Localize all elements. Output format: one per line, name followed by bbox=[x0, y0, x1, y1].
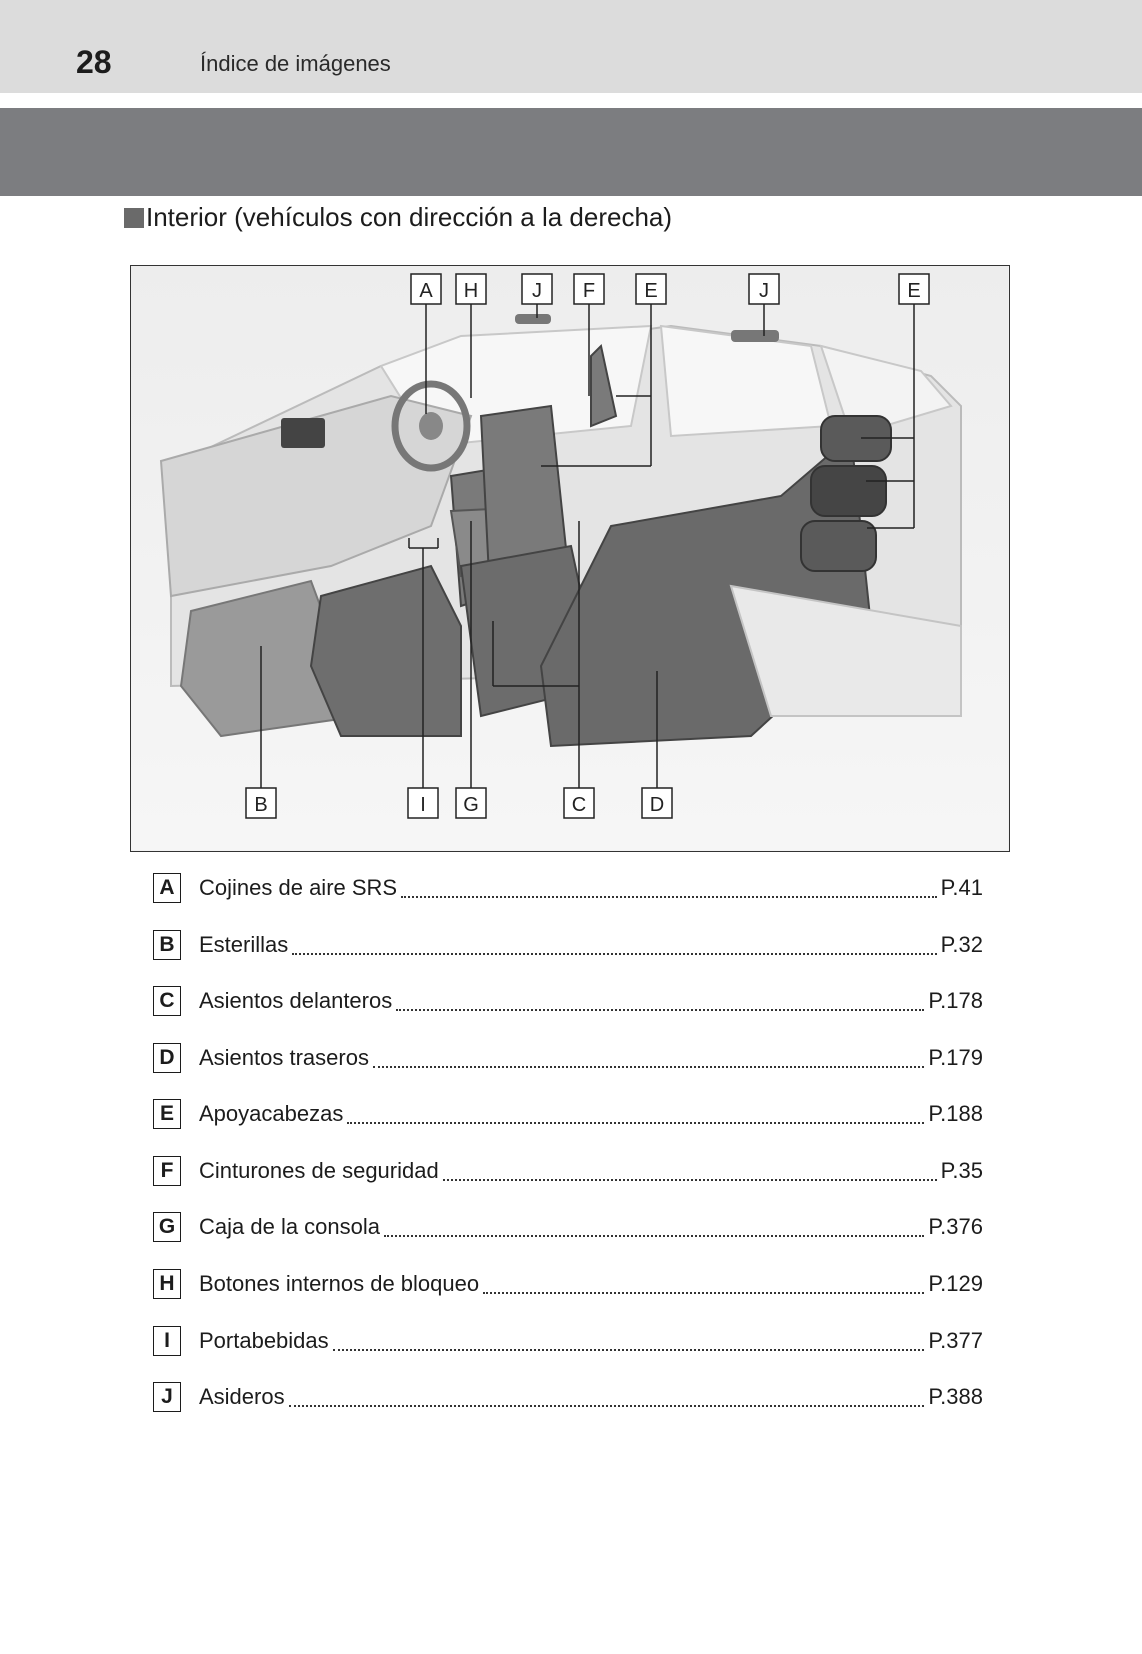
svg-text:H: H bbox=[463, 280, 479, 302]
interior-illustration bbox=[130, 265, 1010, 852]
grab-handle-right bbox=[731, 330, 779, 342]
dot-leader bbox=[443, 1161, 937, 1181]
callout-bottom-C bbox=[564, 788, 594, 818]
item-letter: D bbox=[153, 1043, 181, 1073]
list-item[interactable] bbox=[153, 1096, 983, 1132]
svg-text:E: E bbox=[907, 280, 921, 302]
item-label: Cinturones de seguridad bbox=[199, 1158, 439, 1183]
dot-leader bbox=[384, 1217, 924, 1237]
svg-text:C: C bbox=[571, 794, 587, 816]
callout-bottom-D bbox=[642, 788, 672, 818]
item-label: Apoyacabezas bbox=[199, 1101, 344, 1126]
headrest-2 bbox=[811, 466, 886, 516]
list-item[interactable] bbox=[153, 1209, 983, 1245]
callout-top-H bbox=[456, 274, 486, 304]
list-item[interactable] bbox=[153, 1323, 983, 1359]
list-item[interactable] bbox=[153, 1153, 983, 1189]
item-page-link[interactable]: P.388 bbox=[928, 1384, 983, 1409]
dot-leader bbox=[396, 991, 924, 1011]
callout-bottom-B bbox=[246, 788, 276, 818]
item-page-link[interactable]: P.178 bbox=[928, 988, 983, 1013]
item-page-link[interactable]: P.188 bbox=[928, 1101, 983, 1126]
item-letter: E bbox=[153, 1099, 181, 1129]
svg-text:I: I bbox=[420, 794, 426, 816]
item-letter: J bbox=[153, 1382, 181, 1412]
item-letter: A bbox=[153, 873, 181, 903]
item-label: Asientos delanteros bbox=[199, 988, 393, 1013]
item-page-link[interactable]: P.35 bbox=[940, 1158, 983, 1183]
item-letter: I bbox=[153, 1326, 181, 1356]
dot-leader bbox=[347, 1104, 924, 1124]
header-title: Índice de imágenes bbox=[200, 51, 391, 76]
section-title: Interior (vehículos con dirección a la derecha) bbox=[146, 202, 673, 232]
callout-top-E-left bbox=[636, 274, 666, 304]
svg-text:A: A bbox=[419, 280, 433, 302]
list-item[interactable] bbox=[153, 983, 983, 1019]
item-page-link[interactable]: P.129 bbox=[928, 1271, 983, 1296]
item-page-link[interactable]: P.376 bbox=[928, 1214, 983, 1239]
list-item[interactable] bbox=[153, 1266, 983, 1302]
list-item[interactable] bbox=[153, 1040, 983, 1076]
item-label: Cojines de aire SRS bbox=[199, 875, 398, 900]
item-page-link[interactable]: P.32 bbox=[940, 932, 983, 957]
callout-top-A bbox=[411, 274, 441, 304]
callout-top-F bbox=[574, 274, 604, 304]
list-item[interactable] bbox=[153, 1379, 983, 1415]
item-letter: C bbox=[153, 986, 181, 1016]
item-letter: F bbox=[153, 1156, 181, 1186]
item-letter: G bbox=[153, 1212, 181, 1242]
svg-text:E: E bbox=[644, 280, 658, 302]
callout-top-J-right bbox=[749, 274, 779, 304]
callout-top-J-left bbox=[522, 274, 552, 304]
item-label: Asideros bbox=[199, 1384, 285, 1409]
page-number: 28 bbox=[76, 44, 112, 80]
dot-leader bbox=[483, 1274, 924, 1294]
dot-leader bbox=[401, 878, 936, 898]
item-label: Esterillas bbox=[199, 932, 289, 957]
item-label: Caja de la consola bbox=[199, 1214, 381, 1239]
svg-text:D: D bbox=[649, 794, 665, 816]
grab-handle-left bbox=[515, 314, 551, 324]
item-page-link[interactable]: P.377 bbox=[928, 1328, 983, 1353]
svg-text:G: G bbox=[463, 794, 479, 816]
item-page-link[interactable]: P.179 bbox=[928, 1045, 983, 1070]
item-letter: H bbox=[153, 1269, 181, 1299]
dot-leader bbox=[289, 1387, 925, 1407]
header-bar bbox=[0, 0, 1142, 93]
dot-leader bbox=[333, 1331, 925, 1351]
section-square-icon bbox=[124, 208, 144, 228]
header-band bbox=[0, 108, 1142, 196]
item-letter: B bbox=[153, 930, 181, 960]
interior-drawing bbox=[131, 266, 1008, 850]
dot-leader bbox=[373, 1048, 924, 1068]
item-page-link[interactable]: P.41 bbox=[940, 875, 983, 900]
item-label: Asientos traseros bbox=[199, 1045, 369, 1070]
svg-text:J: J bbox=[532, 280, 542, 302]
svg-text:B: B bbox=[254, 794, 268, 816]
item-label: Botones internos de bloqueo bbox=[199, 1271, 480, 1296]
list-item[interactable] bbox=[153, 870, 983, 906]
svg-text:F: F bbox=[582, 280, 596, 302]
item-label: Portabebidas bbox=[199, 1328, 329, 1353]
callout-bottom-G bbox=[456, 788, 486, 818]
headrest-3 bbox=[801, 521, 876, 571]
svg-text:J: J bbox=[759, 280, 769, 302]
section-heading bbox=[124, 202, 672, 233]
dot-leader bbox=[292, 935, 936, 955]
callout-top-E-right bbox=[899, 274, 929, 304]
callout-bottom-I bbox=[408, 788, 438, 818]
list-item[interactable] bbox=[153, 927, 983, 963]
display-screen bbox=[281, 418, 325, 448]
